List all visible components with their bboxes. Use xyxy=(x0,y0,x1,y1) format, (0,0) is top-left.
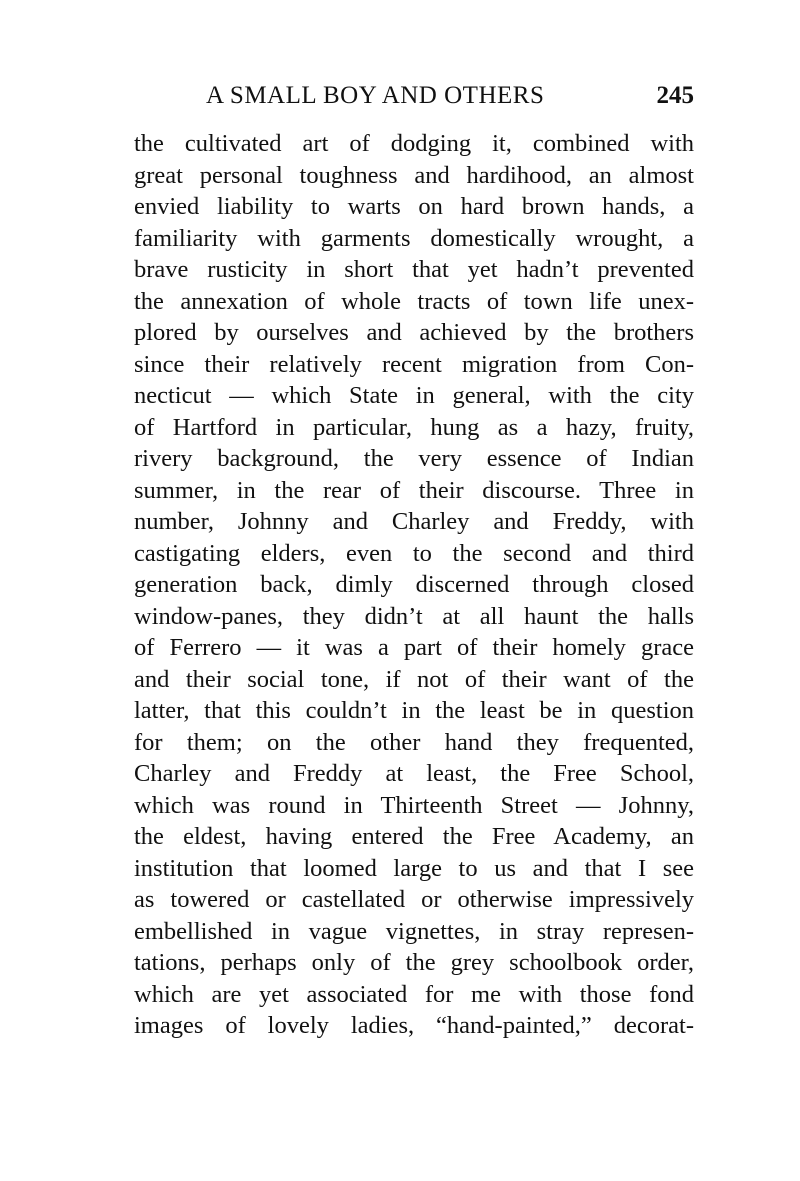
text-line: which are yet associated for me with those fond xyxy=(134,980,694,1008)
running-head xyxy=(134,80,694,112)
text-line: as towered or castellated or otherwise impressively xyxy=(134,886,694,913)
text-line: of Hartford in particular, hung as a hazy, fruity, xyxy=(134,413,694,441)
text-line: the eldest, having entered the Free Academy, an xyxy=(134,823,694,850)
text-line: images of lovely ladies, “hand-painted,” decorat- xyxy=(134,1012,694,1039)
text-line: number, Johnny and Charley and Freddy, with xyxy=(134,508,694,535)
text-line: the cultivated art of dodging it, combined with xyxy=(134,130,694,157)
text-line: institution that loomed large to us and that I see xyxy=(134,854,694,882)
text-line: great personal toughness and hardihood, an almost xyxy=(134,161,694,189)
text-line: the annexation of whole tracts of town life unex- xyxy=(134,287,694,315)
text-line: Charley and Freddy at least, the Free School, xyxy=(134,760,694,787)
text-line: generation back, dimly discerned through closed xyxy=(134,571,694,598)
text-line: latter, that this couldn’t in the least be in question xyxy=(134,697,694,724)
text-line: necticut — which State in general, with the city xyxy=(134,382,694,409)
text-line: and their social tone, if not of their want of the xyxy=(134,665,694,693)
text-line: castigating elders, even to the second and third xyxy=(134,539,694,567)
text-line: which was round in Thirteenth Street — Johnny, xyxy=(134,791,694,819)
text-line: for them; on the other hand they frequented, xyxy=(134,728,694,756)
text-line: tations, perhaps only of the grey schoolbook order, xyxy=(134,949,694,976)
text-line: plored by ourselves and achieved by the brothers xyxy=(134,319,694,346)
text-line: since their relatively recent migration from Con- xyxy=(134,350,694,378)
text-line: brave rusticity in short that yet hadn’t prevented xyxy=(134,256,694,283)
text-line: rivery background, the very essence of Indian xyxy=(134,445,694,472)
text-line: familiarity with garments domestically wrought, a xyxy=(134,224,694,252)
text-line: envied liability to warts on hard brown hands, a xyxy=(134,193,694,220)
page-number: 245 xyxy=(656,82,694,109)
text-line: embellished in vague vignettes, in stray represen- xyxy=(134,917,694,945)
body-text xyxy=(134,128,694,1042)
text-line: summer, in the rear of their discourse. Three in xyxy=(134,476,694,504)
text-line: window-panes, they didn’t at all haunt the halls xyxy=(134,602,694,630)
text-line: of Ferrero — it was a part of their homely grace xyxy=(134,634,694,661)
running-title: A SMALL BOY AND OTHERS xyxy=(206,82,545,109)
